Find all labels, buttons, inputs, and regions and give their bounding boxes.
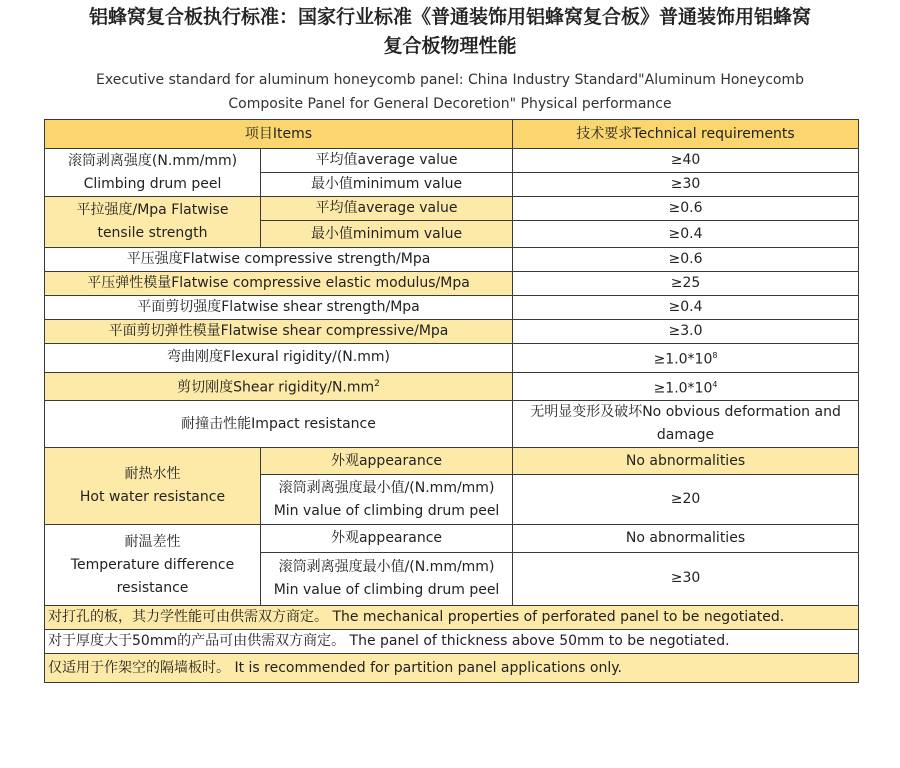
- flexural-rigidity-value-base: ≥1.0*10: [653, 351, 713, 368]
- shear-rigidity-label-exp: 2: [374, 379, 380, 390]
- note-thickness: 对于厚度大于50mm的产品可由供需双方商定。 The panel of thickness above 50mm to be negotiated.: [45, 630, 859, 654]
- climbing-drum-peel-min-value: ≥30: [513, 173, 859, 197]
- hot-water-appearance-value: No abnormalities: [513, 448, 859, 475]
- table-row: [45, 525, 859, 552]
- table-row: [45, 197, 859, 221]
- temp-diff-label-cn: 耐温差性: [124, 533, 181, 550]
- flatwise-tensile-label-cn: 平拉强度/Mpa Flatwise: [76, 202, 229, 218]
- shear-rigidity-value-exp: 4: [712, 379, 718, 389]
- flatwise-tensile-min-value: ≥0.4: [513, 221, 859, 248]
- page-title-line-2: 复合板物理性能: [383, 35, 517, 57]
- climbing-drum-peel-avg-label: 平均值average value: [261, 149, 513, 173]
- temp-diff-label-en-2: resistance: [116, 579, 189, 596]
- subtitle-line-1: Executive standard for aluminum honeycomb panel: China Industry Standard"Aluminum Honeycomb: [96, 72, 804, 88]
- hot-water-label-cn: 耐热水性: [124, 466, 181, 483]
- flatwise-shear-modulus-value: ≥3.0: [513, 320, 859, 344]
- climbing-drum-peel-label-en: Climbing drum peel: [83, 175, 222, 192]
- hot-water-peel-label-en: Min value of climbing drum peel: [273, 502, 500, 519]
- flatwise-tensile-avg-label: 平均值average value: [261, 197, 513, 221]
- impact-resistance-value-line-2: damage: [656, 427, 715, 444]
- table-row: [45, 344, 859, 373]
- hot-water-peel-label-cn: 滚筒剥离强度最小值/(N.mm/mm): [278, 479, 495, 496]
- flatwise-tensile-label-en: tensile strength: [97, 225, 208, 241]
- climbing-drum-peel-label-cn: 滚筒剥离强度(N.mm/mm): [67, 152, 238, 169]
- flatwise-shear-modulus-label: 平面剪切弹性模量Flatwise shear compressive/Mpa: [45, 320, 513, 344]
- temp-diff-peel-value: ≥30: [513, 552, 859, 606]
- hot-water-label-en: Hot water resistance: [79, 489, 226, 506]
- hot-water-label: [45, 448, 261, 525]
- note-perforated: 对打孔的板，其力学性能可由供需双方商定。 The mechanical properties of perforated panel to be negotiated.: [45, 606, 859, 630]
- shear-rigidity-label: [45, 372, 513, 401]
- subtitle-line-2: Composite Panel for General Decoretion" Physical performance: [228, 96, 672, 112]
- table-row: [45, 149, 859, 173]
- climbing-drum-peel-min-label: 最小值minimum value: [261, 173, 513, 197]
- physical-performance-table: [44, 119, 859, 683]
- hot-water-peel-label: [261, 475, 513, 525]
- flatwise-compressive-modulus-value: ≥25: [513, 272, 859, 296]
- climbing-drum-peel-label: [45, 149, 261, 197]
- shear-rigidity-value: [513, 372, 859, 401]
- flatwise-compressive-strength-label: 平压强度Flatwise compressive strength/Mpa: [45, 248, 513, 272]
- impact-resistance-value: [513, 401, 859, 448]
- hot-water-appearance-label: 外观appearance: [261, 448, 513, 475]
- impact-resistance-label: 耐撞击性能Impact resistance: [45, 401, 513, 448]
- table-row: [45, 448, 859, 475]
- table-row: [45, 296, 859, 320]
- flatwise-compressive-modulus-label: 平压弹性模量Flatwise compressive elastic modulus/Mpa: [45, 272, 513, 296]
- temp-diff-label-en-1: Temperature difference: [70, 556, 235, 573]
- flatwise-shear-strength-label: 平面剪切强度Flatwise shear strength/Mpa: [45, 296, 513, 320]
- temp-diff-peel-label-cn: 滚筒剥离强度最小值/(N.mm/mm): [278, 558, 495, 575]
- table-header-row: [45, 120, 859, 149]
- temp-diff-peel-label: [261, 552, 513, 606]
- flatwise-tensile-label: [45, 197, 261, 248]
- shear-rigidity-label-base: 剪切刚度Shear rigidity/N.mm: [177, 379, 375, 396]
- page-title-line-1: 铝蜂窝复合板执行标准：国家行业标准《普通装饰用铝蜂窝复合板》普通装饰用铝蜂窝: [88, 6, 811, 28]
- table-row: [45, 372, 859, 401]
- table-row: [45, 401, 859, 448]
- climbing-drum-peel-avg-value: ≥40: [513, 149, 859, 173]
- header-items: 项目Items: [45, 120, 513, 149]
- table-row: [45, 320, 859, 344]
- flatwise-tensile-avg-value: ≥0.6: [513, 197, 859, 221]
- flatwise-compressive-strength-value: ≥0.6: [513, 248, 859, 272]
- temp-diff-peel-label-en: Min value of climbing drum peel: [273, 581, 500, 598]
- flexural-rigidity-label: 弯曲刚度Flexural rigidity/(N.mm): [45, 344, 513, 373]
- temp-diff-appearance-label: 外观appearance: [261, 525, 513, 552]
- header-requirements: 技术要求Technical requirements: [513, 120, 859, 149]
- flatwise-shear-strength-value: ≥0.4: [513, 296, 859, 320]
- table-row: [45, 606, 859, 630]
- temp-diff-label: [45, 525, 261, 606]
- table-row: [45, 272, 859, 296]
- shear-rigidity-value-base: ≥1.0*10: [653, 380, 713, 397]
- table-row: [45, 248, 859, 272]
- hot-water-peel-value: ≥20: [513, 475, 859, 525]
- table-row: [45, 654, 859, 683]
- flexural-rigidity-value: [513, 344, 859, 373]
- table-row: [45, 630, 859, 654]
- impact-resistance-value-line-1: 无明显变形及破坏No obvious deformation and: [530, 404, 841, 421]
- flatwise-tensile-min-label: 最小值minimum value: [261, 221, 513, 248]
- note-partition: 仅适用于作架空的隔墙板时。 It is recommended for partition panel applications only.: [45, 654, 859, 683]
- temp-diff-appearance-value: No abnormalities: [513, 525, 859, 552]
- flexural-rigidity-value-exp: 8: [712, 351, 718, 360]
